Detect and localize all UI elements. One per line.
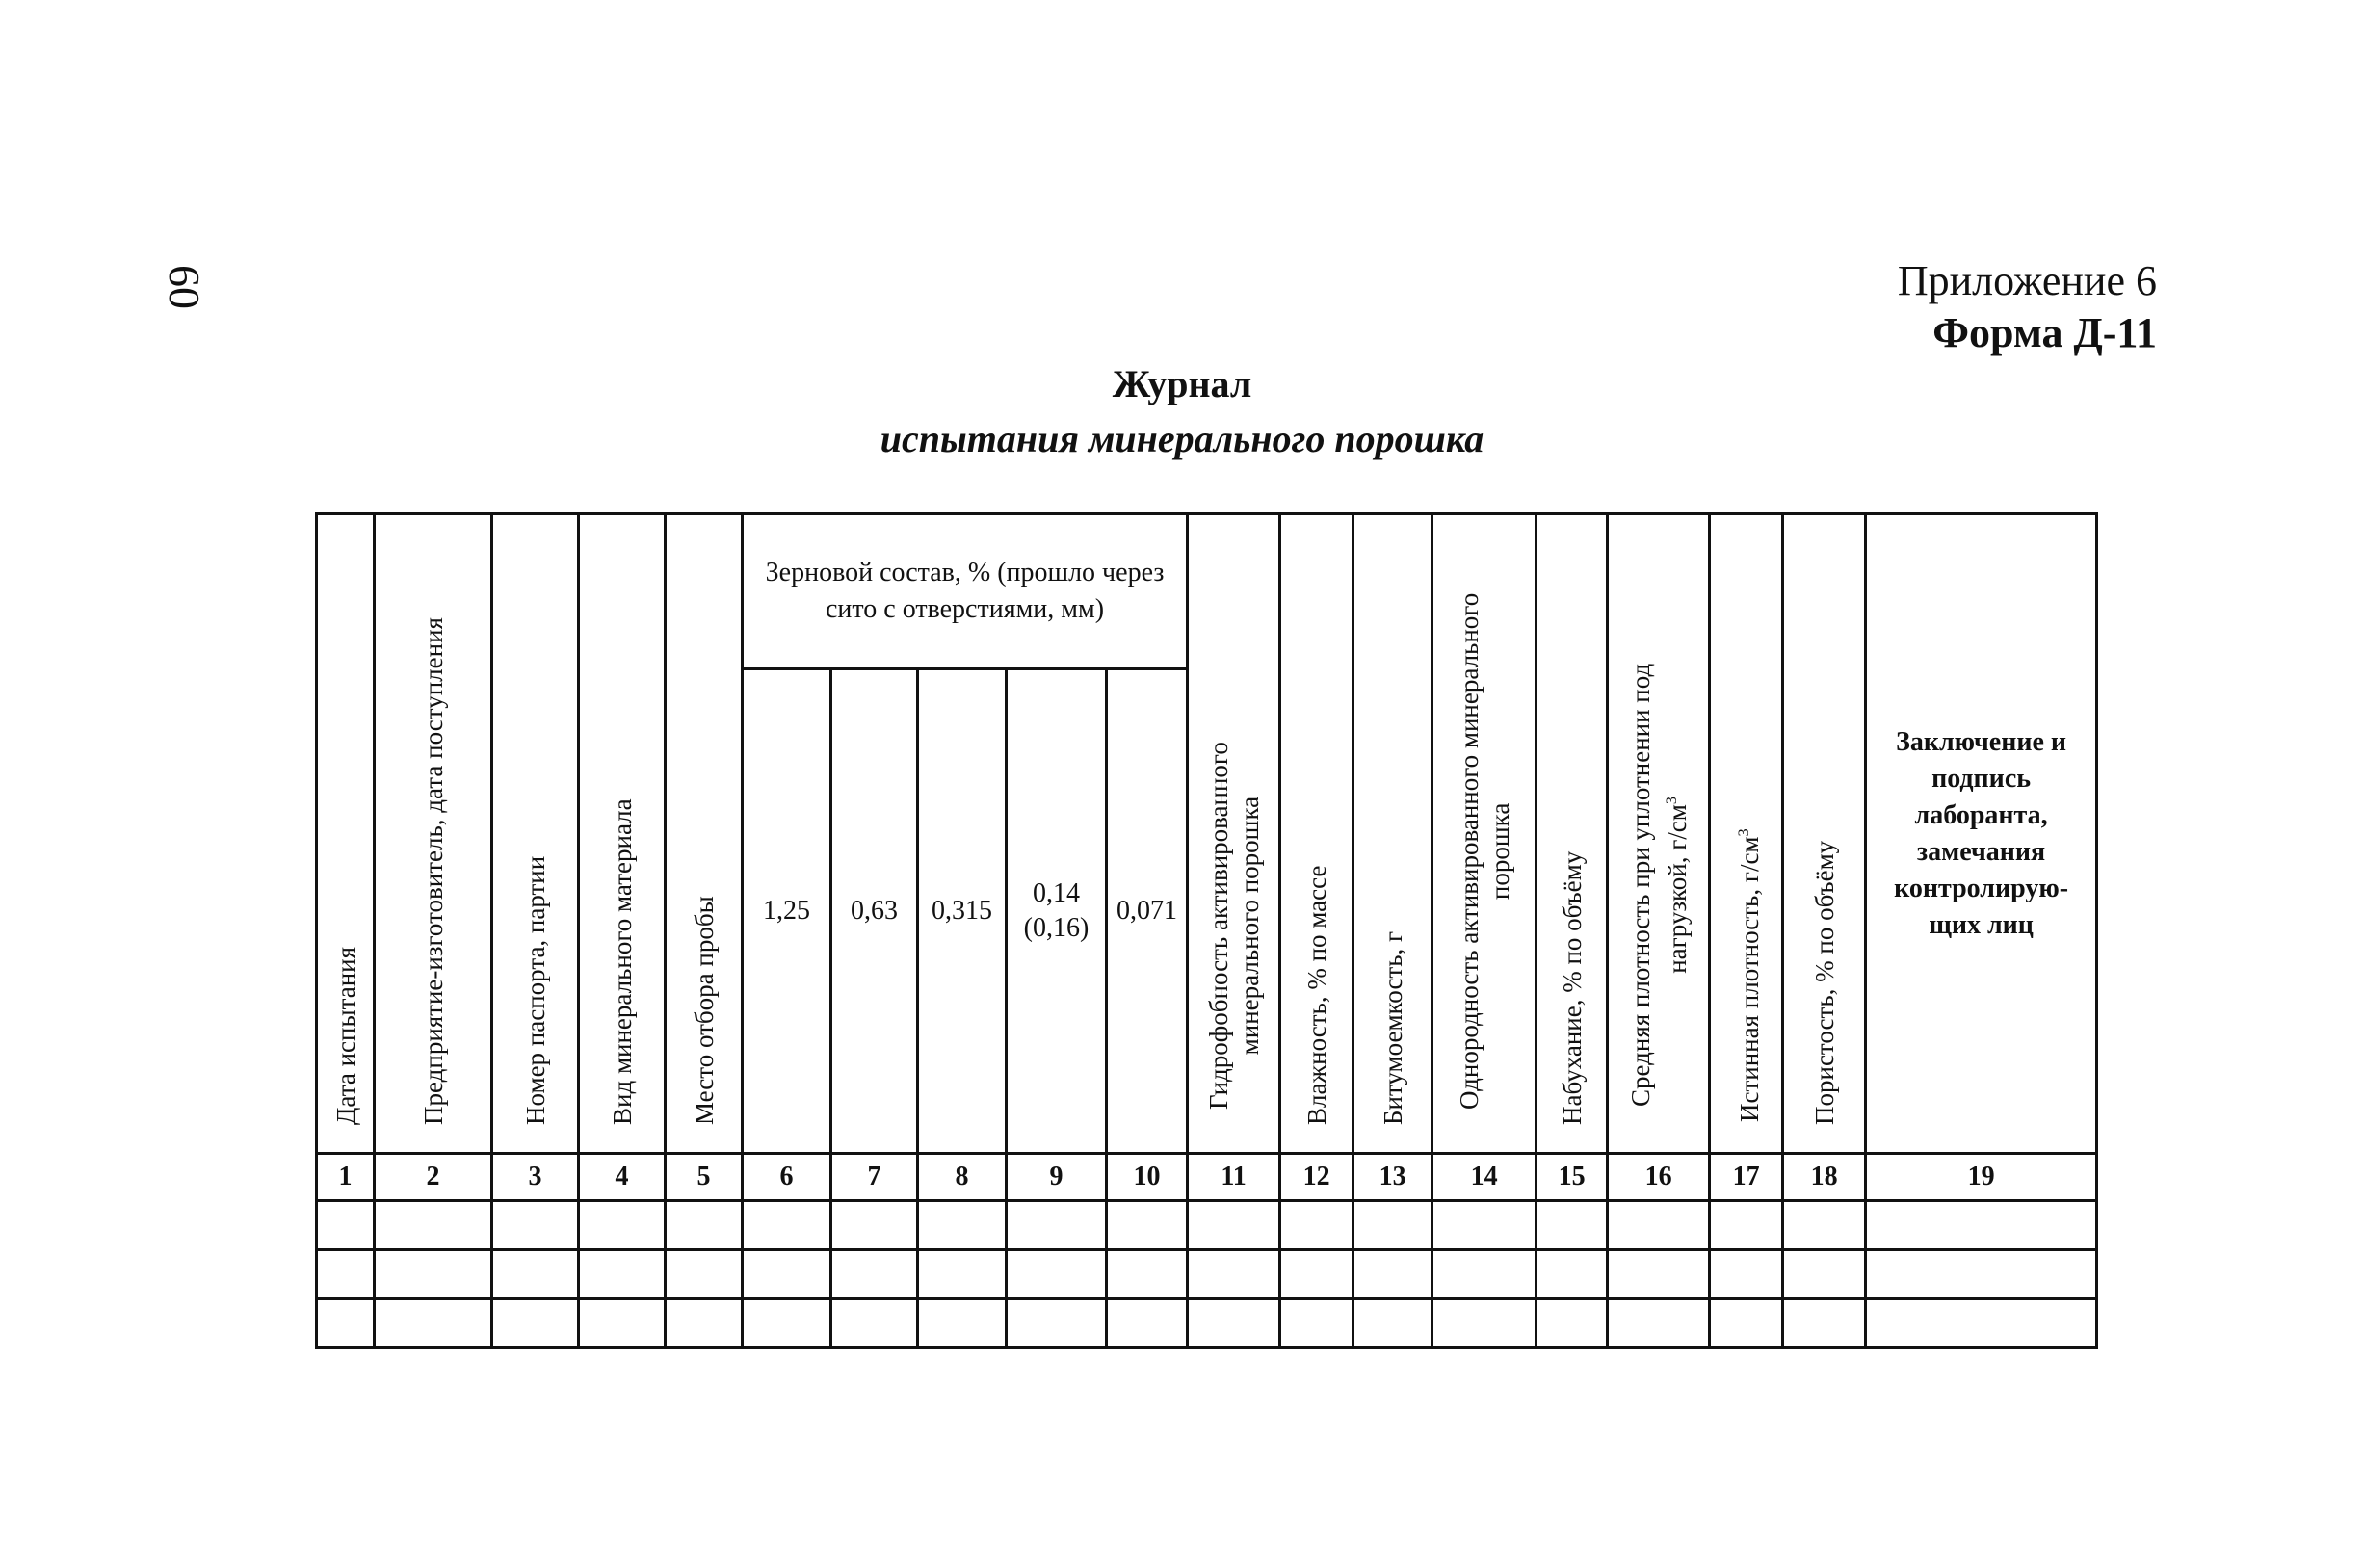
header-col-13 — [1353, 514, 1432, 1154]
header-col-5 — [666, 514, 743, 1154]
col-number: 8 — [918, 1154, 1007, 1201]
header-label: Номер паспорта, партии — [520, 855, 550, 1125]
table-row — [317, 1201, 2097, 1250]
header-label: Предприятие-изготовитель, дата поступления — [418, 616, 448, 1125]
header-label: Вид минерального материала — [607, 797, 637, 1125]
document-title: Журнал — [1112, 362, 1252, 405]
header-label: Влажность, % по массе — [1301, 865, 1331, 1125]
col-number: 19 — [1866, 1154, 2097, 1201]
table-row — [317, 1250, 2097, 1299]
col-number: 11 — [1188, 1154, 1280, 1201]
col-number: 12 — [1280, 1154, 1353, 1201]
col-number: 14 — [1432, 1154, 1537, 1201]
table-row — [317, 1299, 2097, 1348]
header-col-14 — [1432, 514, 1537, 1154]
col-number: 2 — [375, 1154, 492, 1201]
sieve-0-63: 0,63 — [831, 669, 918, 1154]
col-number: 15 — [1537, 1154, 1608, 1201]
header-col-19: Заключение и подпись лаборанта, замечания контролирую- щих лиц — [1866, 514, 2097, 1154]
col-number: 10 — [1107, 1154, 1188, 1201]
form-code: Форма Д-11 — [1932, 309, 2157, 356]
header-col-3 — [492, 514, 579, 1154]
header-label: Дата испытания — [330, 946, 360, 1125]
header-col-11 — [1188, 514, 1280, 1154]
col-number: 6 — [743, 1154, 831, 1201]
header-label: Набухание, % по объёму — [1557, 850, 1587, 1125]
column-numbers-row — [317, 1154, 2097, 1201]
header-col-17 — [1710, 514, 1783, 1154]
col-number: 9 — [1007, 1154, 1107, 1201]
header-col-1 — [317, 514, 375, 1154]
col-number: 5 — [666, 1154, 743, 1201]
sieve-0-315: 0,315 — [918, 669, 1007, 1154]
col-number: 13 — [1353, 1154, 1432, 1201]
header-label: Гидрофобность активированного минерального порошка — [1203, 741, 1264, 1110]
col-number: 1 — [317, 1154, 375, 1201]
col-number: 16 — [1608, 1154, 1710, 1201]
header-col-15 — [1537, 514, 1608, 1154]
col-number: 7 — [831, 1154, 918, 1201]
appendix-header — [1898, 255, 2157, 359]
appendix-label: Приложение 6 — [1897, 257, 2157, 304]
sieve-1-25: 1,25 — [743, 669, 831, 1154]
header-col-12 — [1280, 514, 1353, 1154]
header-label: Однородность активированного минерального порошка — [1454, 592, 1514, 1110]
header-label: Пористость, % по объёму — [1809, 840, 1839, 1125]
col-number: 3 — [492, 1154, 579, 1201]
header-label: Место отбора пробы — [689, 895, 719, 1125]
header-col-16 — [1608, 514, 1710, 1154]
grain-composition-header: Зерновой состав, % (прошло через сито с отверстиями, мм) — [743, 514, 1188, 669]
col-number: 4 — [579, 1154, 666, 1201]
page-number: 60 — [160, 265, 209, 309]
col-number: 18 — [1783, 1154, 1866, 1201]
journal-table — [315, 512, 2098, 1349]
header-label: Истинная плотность, $г/см^3$ — [1734, 827, 1764, 1122]
header-col-4 — [579, 514, 666, 1154]
header-col-2 — [375, 514, 492, 1154]
col-number: 17 — [1710, 1154, 1783, 1201]
sieve-0-071: 0,071 — [1107, 669, 1188, 1154]
header-label: Средняя плотность при уплотнении под нагрузкой, $г/см^3$ — [1625, 663, 1692, 1107]
sieve-0-14: 0,14 (0,16) — [1007, 669, 1107, 1154]
document-subtitle: испытания минерального порошка — [880, 417, 1484, 460]
header-label: Битумоемкость, г — [1378, 930, 1407, 1125]
header-col-18 — [1783, 514, 1866, 1154]
